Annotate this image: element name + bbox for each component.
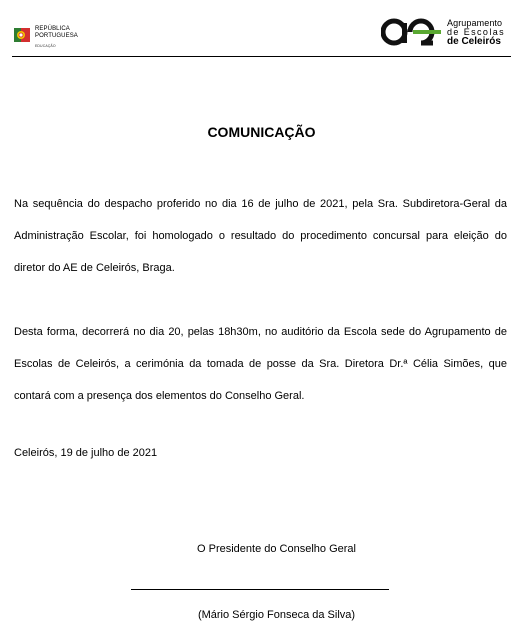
date-place: Celeirós, 19 de julho de 2021	[14, 447, 158, 459]
ae-logo-line-1: Agrupamento	[447, 17, 503, 28]
signature-name: (Mário Sérgio Fonseca da Silva)	[197, 609, 356, 621]
republica-portuguesa-text	[35, 26, 78, 50]
agrupamento-celeiros-logo	[381, 17, 505, 47]
ae-logo-text	[447, 19, 505, 46]
republica-portuguesa-logo	[14, 26, 78, 50]
portuguese-emblem-icon	[14, 26, 32, 46]
document-title: COMUNICAÇÃO	[207, 124, 316, 140]
logo-line-2: PORTUGUESA	[35, 33, 78, 39]
ae-logo-line-3: de Celeirós	[447, 35, 501, 47]
page-header	[0, 0, 523, 60]
signature-line	[131, 589, 389, 590]
signature-title: O Presidente do Conselho Geral	[197, 543, 356, 555]
header-divider	[12, 56, 511, 57]
paragraph-1: Na sequência do despacho proferido no dia 16 de julho de 2021, pela Sra. Subdiretora-Geral da Administração Escolar, foi homologado o resultado do procedimento concursal para eleição do diretor do AE de Celeirós, Braga.	[14, 198, 507, 274]
ae-monogram-icon	[381, 17, 443, 47]
ae-logo-line-2: de Escolas	[447, 26, 506, 37]
paragraph-2: Desta forma, decorrerá no dia 20, pelas 18h30m, no auditório da Escola sede do Agrupamento de Escolas de Celeirós, a cerimónia da tomada de posse da Sra. Diretora Dr.ª Célia Simões, que contará com a presença dos elementos do Conselho Geral.	[14, 326, 507, 402]
logo-line-1: REPÚBLICA	[35, 26, 70, 32]
logo-line-3: EDUCAÇÃO	[35, 44, 56, 48]
